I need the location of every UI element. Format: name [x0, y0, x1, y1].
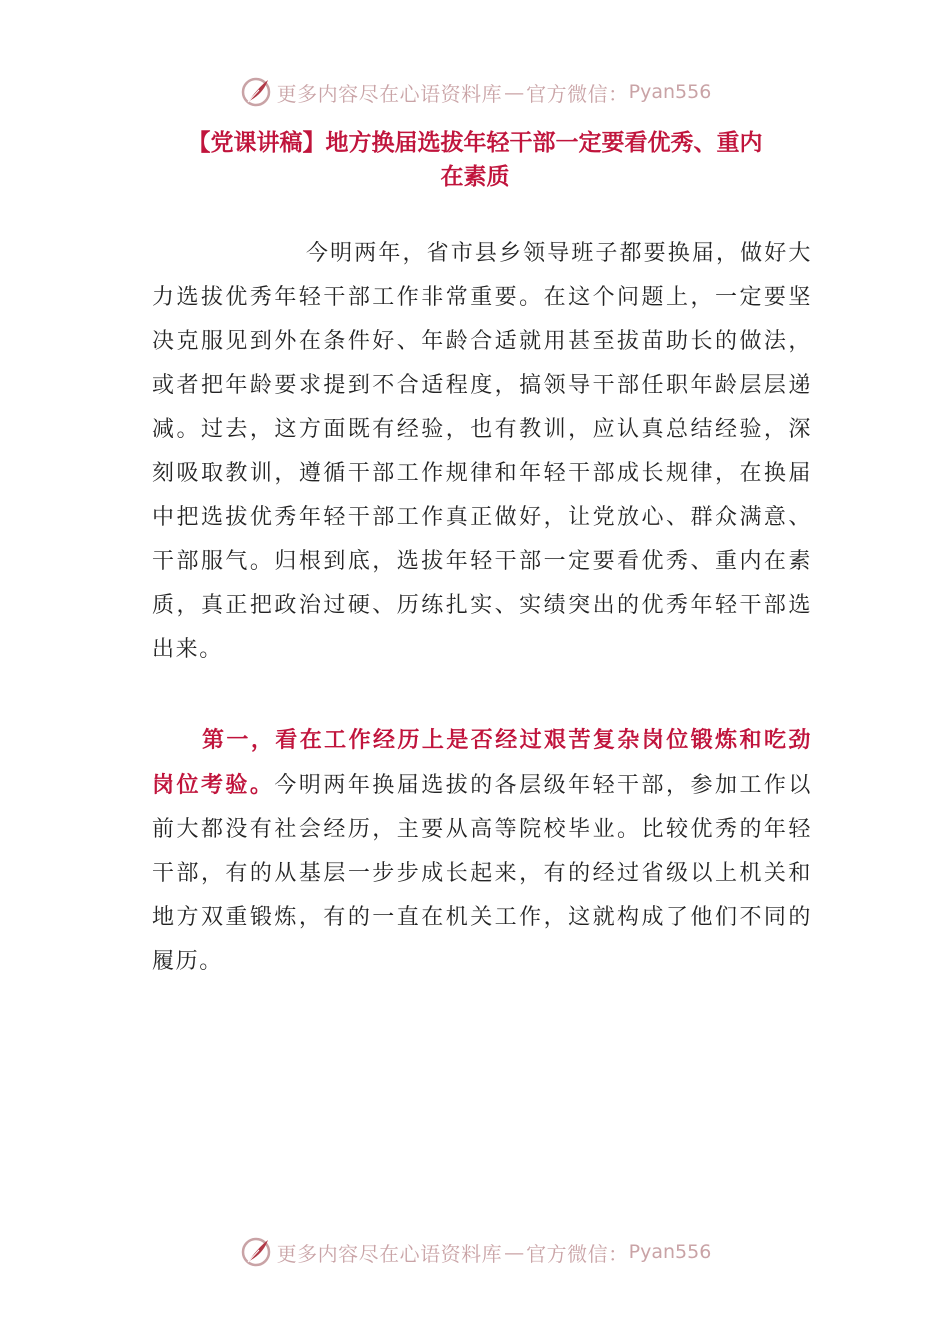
paragraph-intro: 今明两年，省市县乡领导班子都要换届，做好大力选拔优秀年轻干部工作非常重要。在这个问题上，一定要坚决克服见到外在条件好、年龄合适就用甚至拔苗助长的做法，或者把年龄要求提到不合适程度，搞领导干部任职年龄层层递减。过去，这方面既有经验，也有教训，应认真总结经验，深刻吸取教训，遵循干部工作规律和年轻干部成长规律，在换届中把选拔优秀年轻干部工作真正做好，让党放心、群众满意、干部服气。归根到底，选拔年轻干部一定要看优秀、重内在素质，真正把政治过硬、历练扎实、实绩突出的优秀年轻干部选出来。 — [152, 241, 812, 662]
header-watermark — [0, 72, 950, 112]
watermark-separator: — — [504, 1240, 525, 1264]
paragraph-heading: 第一，看在工作经历上是否经过艰苦复杂岗位锻炼和吃劲岗位考验。 — [152, 727, 812, 798]
document-title — [130, 126, 820, 194]
watermark-text: 更多内容尽在心语资料库 — [276, 81, 503, 106]
title-line-2: 在素质 — [440, 164, 510, 190]
watermark-suffix: 官方微信： — [526, 81, 629, 106]
watermark-suffix: 官方微信： — [526, 1241, 629, 1266]
watermark-wechat-id: Pyan556 — [628, 81, 712, 103]
paragraph-first-point — [152, 718, 812, 984]
feather-logo-icon — [239, 75, 273, 109]
watermark-separator: — — [504, 80, 525, 104]
footer-watermark — [0, 1232, 950, 1272]
watermark-text: 更多内容尽在心语资料库 — [276, 1241, 503, 1266]
paragraph-body: 今明两年换届选拔的各层级年轻干部，参加工作以前大都没有社会经历，主要从高等院校毕业。比较优秀的年轻干部，有的从基层一步步成长起来，有的经过省级以上机关和地方双重锻炼，有的一直在机关工作，这就构成了他们不同的履历。 — [152, 773, 812, 974]
feather-logo-icon — [239, 1235, 273, 1269]
title-line-1: 【党课讲稿】地方换届选拔年轻干部一定要看优秀、重内 — [187, 130, 763, 156]
watermark-wechat-id: Pyan556 — [628, 1241, 712, 1263]
